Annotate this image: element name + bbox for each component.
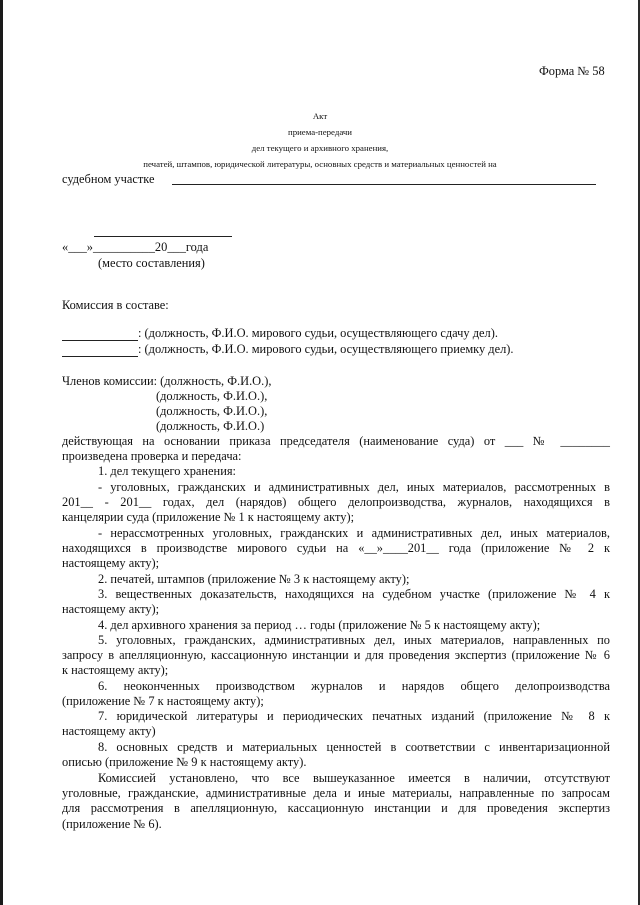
form-number: Форма № 58 <box>539 64 605 78</box>
body-line: уголовные, гражданские, административные дела и иные материалы, направленные по запросам <box>62 786 610 800</box>
title-line5: судебном участке <box>62 172 155 186</box>
body-line: 1. дел текущего хранения: <box>98 464 236 478</box>
body-line: 5. уголовных, гражданских, административных дел, иных материалов, направленных по <box>98 633 610 647</box>
body-line: к настоящему акту); <box>62 663 169 677</box>
body-line: 4. дел архивного хранения за период … годы (приложение № 5 к настоящему акту); <box>98 618 541 632</box>
body-line: запросу в апелляционную, кассационную инстанции и для проведения экспертиз (приложение № 6 <box>62 648 610 662</box>
body-line: действующая на основании приказа председателя (наименование суда) от ___ № ________ <box>62 434 610 448</box>
body-line: описью (приложение № 9 к настоящему акту). <box>62 755 307 769</box>
place-blank <box>94 236 232 237</box>
title-subtitle: приема-передачи <box>287 127 353 137</box>
member-line-2: (должность, Ф.И.О.), <box>156 404 268 418</box>
commission-heading: Комиссия в составе: <box>62 298 169 312</box>
body-line: Комиссией установлено, что все вышеуказанное имеется в наличии, отсутствуют <box>98 771 610 785</box>
body-line: канцелярии суда (приложение № 1 к настоящему акту); <box>62 510 355 524</box>
member-line-1: (должность, Ф.И.О.), <box>156 389 268 403</box>
body-line: произведена проверка и передача: <box>62 449 242 463</box>
commission-member-1: : (должность, Ф.И.О. мирового судьи, осуществляющего сдачу дел). <box>138 326 498 340</box>
body-line: настоящему акту) <box>62 724 156 738</box>
body-line: настоящему акту); <box>62 602 160 616</box>
body-line: находящихся в производстве мирового судьи на «__»____201__ года (приложение № 2 к <box>62 541 610 555</box>
body-line: - уголовных, гражданских и административных дел, иных материалов, рассмотренных в <box>98 480 610 494</box>
place-caption: (место составления) <box>98 256 205 270</box>
body-line: 7. юридической литературы и периодических печатных изданий (приложение № 8 к <box>98 709 610 723</box>
body-line: (приложение № 6). <box>62 817 162 831</box>
title-act: Акт <box>312 111 328 121</box>
date-line: «___»__________20___года <box>62 240 209 254</box>
member-line-3: (должность, Ф.И.О.) <box>156 419 265 433</box>
body-line: для рассмотрения в апелляционную, кассационную инстанции и для проведения экспертиз <box>62 801 610 815</box>
body-line: 8. основных средств и материальных ценностей в соответствии с инвентаризационной <box>98 740 610 754</box>
body-line: 201__ - 201__ годах, дел (нарядов) общего делопроизводства, журналов, находящихся в <box>62 495 610 509</box>
members-heading: Членов комиссии: (должность, Ф.И.О.), <box>62 374 272 388</box>
member2-blank <box>62 356 138 357</box>
body-line: 6. неоконченных производством журналов и нарядов общего делопроизводства <box>98 679 610 693</box>
title-line3: дел текущего и архивного хранения, <box>251 143 389 153</box>
body-line: 3. вещественных доказательств, находящихся на судебном участке (приложение № 4 к <box>98 587 610 601</box>
body-line: - нерассмотренных уголовных, гражданских и административных дел, иных материалов, <box>98 526 610 540</box>
court-section-blank <box>172 184 596 185</box>
title-line4: печатей, штампов, юридической литературы, основных средств и материальных ценностей на <box>143 159 497 169</box>
commission-member-2: : (должность, Ф.И.О. мирового судьи, осуществляющего приемку дел). <box>138 342 514 356</box>
body-line: настоящему акту); <box>62 556 160 570</box>
member1-blank <box>62 340 138 341</box>
body-line: (приложение № 7 к настоящему акту); <box>62 694 264 708</box>
body-line: 2. печатей, штампов (приложение № 3 к настоящему акту); <box>98 572 410 586</box>
